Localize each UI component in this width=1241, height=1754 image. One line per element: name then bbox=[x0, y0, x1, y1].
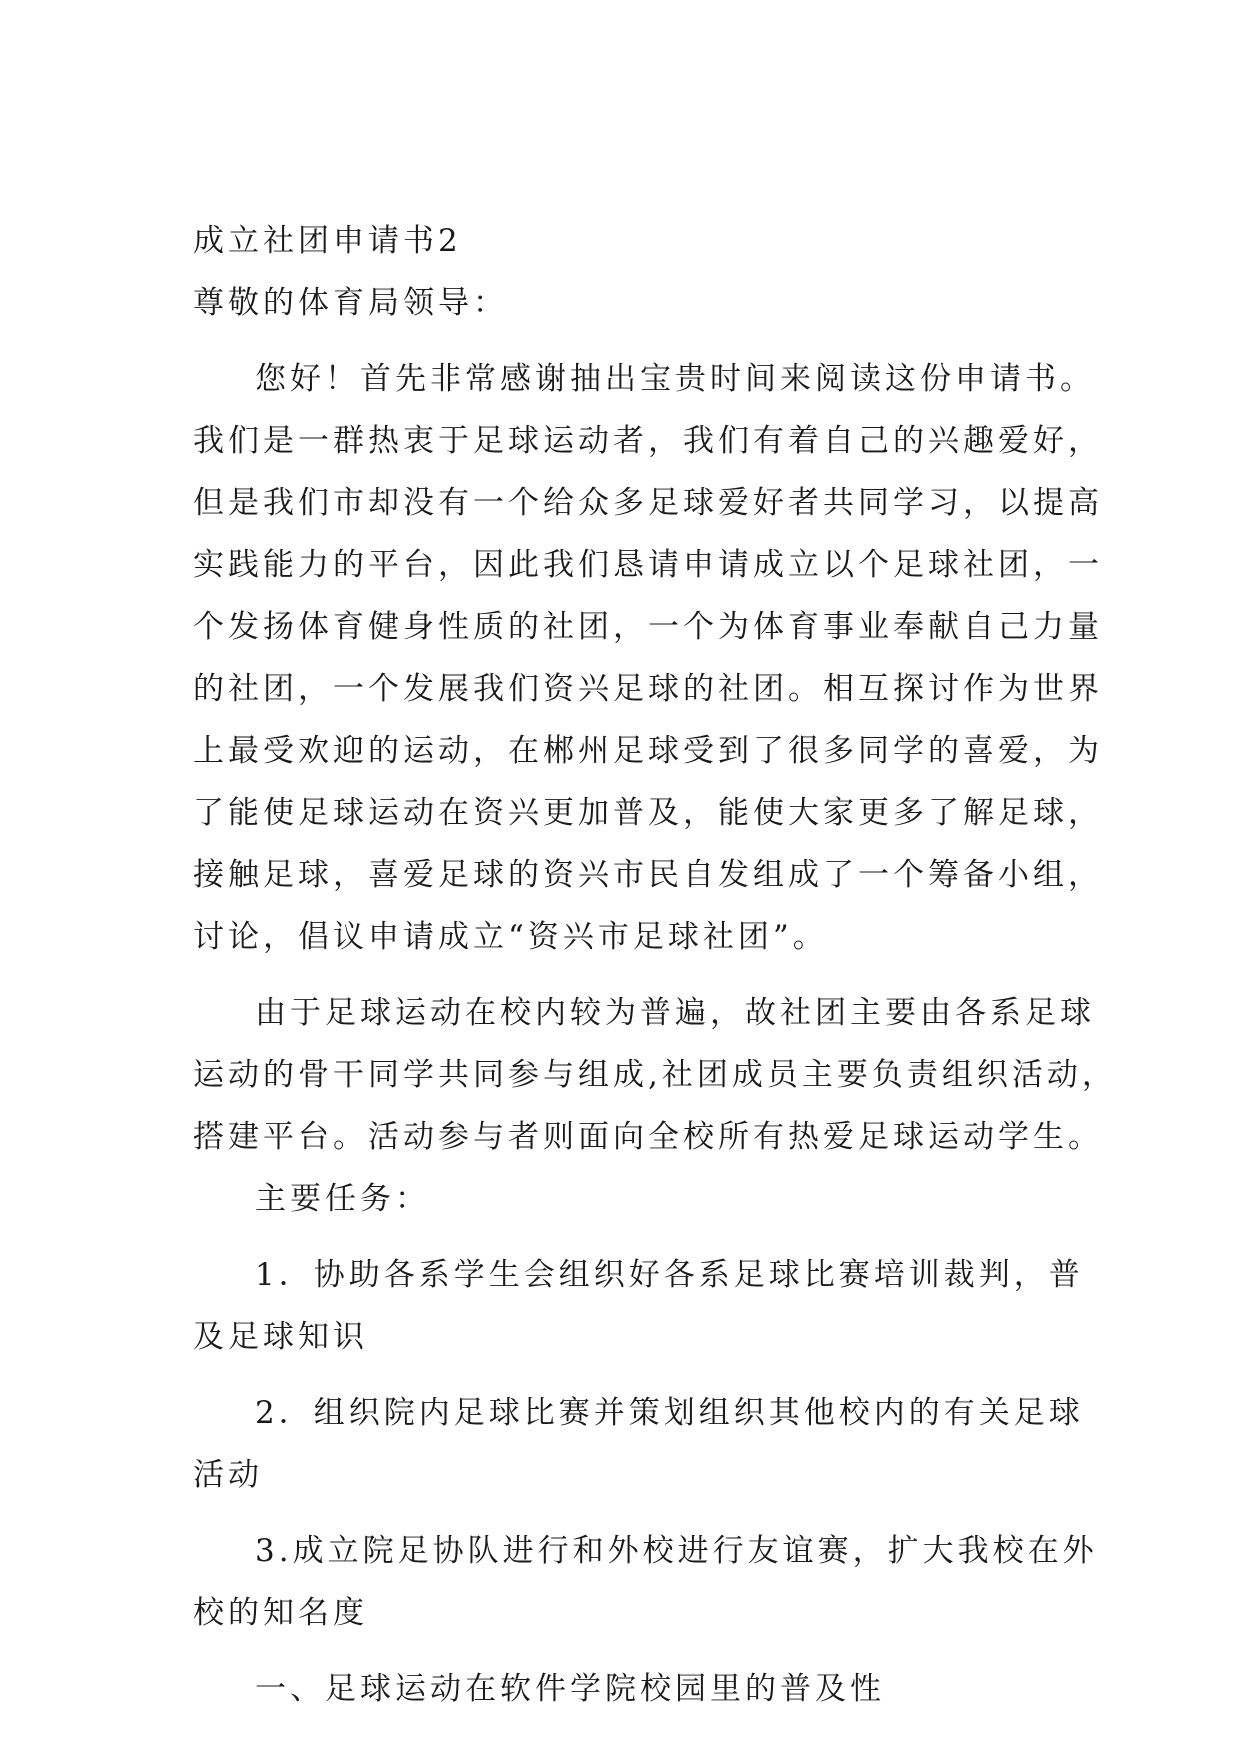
text-line: 2．组织院内足球比赛并策划组织其他校内的有关足球 bbox=[255, 1395, 1084, 1431]
section-heading: 一、足球运动在软件学院校园里的普及性 bbox=[255, 1671, 885, 1707]
text-line: 了能使足球运动在资兴更加普及，能使大家更多了解足球， bbox=[193, 795, 1103, 831]
document-body bbox=[193, 210, 1117, 1720]
text-line: 校的知名度 bbox=[193, 1595, 368, 1631]
text-line: 讨论，倡议申请成立“资兴市足球社团”。 bbox=[193, 919, 828, 955]
text-line: 实践能力的平台，因此我们恳请申请成立以个足球社团，一 bbox=[193, 547, 1103, 583]
task-item-2 bbox=[193, 1382, 1084, 1506]
text-line: 个发扬体育健身性质的社团，一个为体育事业奉献自己力量 bbox=[193, 609, 1103, 645]
text-line: 上最受欢迎的运动，在郴州足球受到了很多同学的喜爱，为 bbox=[193, 733, 1103, 769]
text-line: 接触足球，喜爱足球的资兴市民自发组成了一个筹备小组， bbox=[193, 857, 1103, 893]
text-line: 的社团，一个发展我们资兴足球的社团。相互探讨作为世界 bbox=[193, 671, 1103, 707]
text-line: 搭建平台。活动参与者则面向全校所有热爱足球运动学生。 bbox=[193, 1119, 1103, 1155]
text-line: 由于足球运动在校内较为普遍，故社团主要由各系足球 bbox=[255, 995, 1095, 1031]
task-item-1 bbox=[193, 1244, 1084, 1368]
task-item-3 bbox=[193, 1520, 1098, 1644]
paragraph-2 bbox=[193, 982, 1117, 1168]
text-line: 但是我们市却没有一个给众多足球爱好者共同学习，以提高 bbox=[193, 485, 1103, 521]
text-line: 3.成立院足协队进行和外校进行友谊赛，扩大我校在外 bbox=[255, 1533, 1098, 1569]
paragraph-1 bbox=[193, 348, 1103, 968]
text-line: 您好！首先非常感谢抽出宝贵时间来阅读这份申请书。 bbox=[255, 361, 1095, 397]
text-line: 我们是一群热衷于足球运动者，我们有着自己的兴趣爱好， bbox=[193, 423, 1103, 459]
tasks-heading: 主要任务： bbox=[255, 1181, 430, 1217]
text-line: 及足球知识 bbox=[193, 1319, 368, 1355]
text-line: 1．协助各系学生会组织好各系足球比赛培训裁判，普 bbox=[255, 1257, 1084, 1293]
text-line: 活动 bbox=[193, 1457, 263, 1493]
text-line: 运动的骨干同学共同参与组成,社团成员主要负责组织活动， bbox=[193, 1057, 1117, 1093]
salutation: 尊敬的体育局领导： bbox=[193, 285, 508, 321]
doc-title: 成立社团申请书2 bbox=[193, 223, 462, 259]
